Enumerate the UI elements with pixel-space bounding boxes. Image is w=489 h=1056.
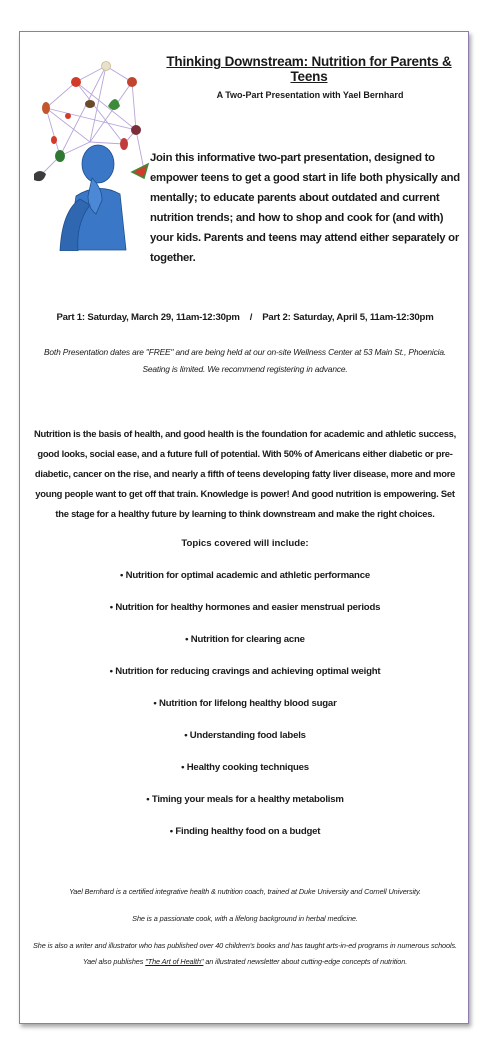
topic-item: • Nutrition for reducing cravings and achieving optimal weight — [109, 666, 381, 677]
bio-publications — [30, 938, 460, 970]
topic-item: • Finding healthy food on a budget — [169, 826, 321, 837]
bio-publications-text: She is also a writer and illustrator who has published over 40 children's books and has taught arts-in-ed programs in numerous schools. Yael also publishes — [33, 941, 457, 966]
topic-item: • Nutrition for lifelong healthy blood sugar — [153, 698, 337, 709]
location-line: Both Presentation dates are "FREE" and are being held at our on-site Wellness Center at 53 Main St., Phoenicia. — [43, 347, 447, 357]
newsletter-link[interactable]: "The Art of Health" — [145, 957, 204, 966]
topic-item: • Healthy cooking techniques — [181, 762, 309, 773]
location-note — [30, 344, 460, 378]
presenter-subtitle: A Two-Part Presentation with Yael Bernhard — [216, 90, 404, 100]
presenter-bio — [30, 884, 460, 981]
page-title: Thinking Downstream: Nutrition for Parents & Teens — [166, 54, 452, 84]
intro-paragraph: Join this informative two-part presentation, designed to empower teens to get a good start in life both physically and mentally; to educate parents about outdated and current nutrition trends; and how to shop and cook for (and with) your kids. Parents and teens may attend either separately or together. — [150, 152, 460, 264]
body-paragraph: Nutrition is the basis of health, and good health is the foundation for academic and athletic success, good looks, social ease, and a future full of potential. With 50% of Americans either diabetic or pre-diabetic, cancer on the rise, and nearly a fifth of teens developing fatty liver disease, more and more young people want to get off that train. Knowledge is power! And good nutrition is empowering. Set the stage for a healthy future by learning to think downstream and make the right choices. — [34, 428, 456, 519]
bio-credentials: Yael Bernhard is a certified integrative health & nutrition coach, trained at Duke University and Cornell University. — [69, 887, 421, 896]
topics-heading: Topics covered will include: — [181, 538, 309, 549]
bio-publications-suffix: an illustrated newsletter about cutting-edge concepts of nutrition. — [203, 957, 408, 966]
topic-item: • Nutrition for healthy hormones and easier menstrual periods — [109, 602, 381, 613]
topic-item: • Timing your meals for a healthy metabolism — [146, 794, 344, 805]
part-1-date: Part 1: Saturday, March 29, 11am-12:30pm — [56, 312, 240, 323]
topic-item: • Nutrition for clearing acne — [185, 634, 305, 645]
seating-note: Seating is limited. We recommend registering in advance. — [142, 364, 348, 374]
date-separator: / — [249, 312, 253, 323]
thinking-figure-with-foods-illustration — [32, 46, 150, 251]
bio-background: She is a passionate cook, with a lifelong background in herbal medicine. — [132, 914, 358, 923]
schedule-dates — [28, 312, 462, 323]
topic-item: • Nutrition for optimal academic and athletic performance — [120, 570, 370, 581]
flyer-frame — [19, 31, 469, 1024]
topics-list — [28, 570, 462, 858]
topic-item: • Understanding food labels — [184, 730, 306, 741]
part-2-date: Part 2: Saturday, April 5, 11am-12:30pm — [262, 312, 434, 323]
